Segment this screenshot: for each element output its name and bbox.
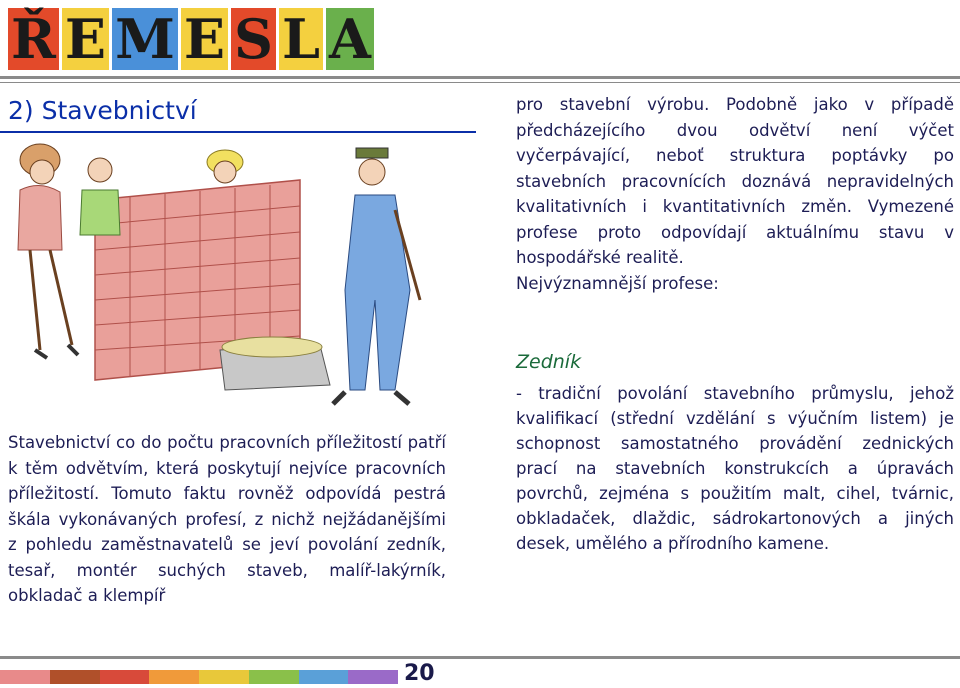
blonde-figure-drawing — [207, 150, 243, 183]
bricklayer-overalls-figure-drawing — [333, 148, 420, 404]
footer-color-segment — [50, 670, 100, 684]
footer-color-segment — [348, 670, 398, 684]
profese-heading: Nejvýznamnější profese: — [516, 273, 719, 293]
intro-paragraph: Stavebnictví co do počtu pracovních příležitostí patří k těm odvětvím, která poskytují nejvíce pracovních příležitostí. Tomuto faktu rovněž odpovídá pestrá škála vykonávaných profesí, z nichž nejžádanějšími z pohledu zaměstnavatelů se jeví povolání zedník, tesař, montér suchých staveb, malíř-lakýrník, obkladač a klempíř — [8, 433, 446, 605]
trade-description: - tradiční povolání stavebního průmyslu, jehož kvalifikací (střední vzdělání s výučním listem) je schopnost samostatného provádění zednických prací na stavebních konstrukcích a úpravách povrchů, zejména s použitím malt, cihel, tvárnic, obkladaček, dlaždic, sádrokartonových a jiných desek, umělého a přírodního kamene. — [516, 384, 954, 553]
logo-letter: A — [326, 8, 374, 70]
logo-letter: S — [231, 8, 276, 70]
logo-letter: L — [279, 8, 323, 70]
section-title: 2) Stavebnictví — [8, 96, 197, 125]
title-underline — [0, 131, 476, 133]
footer-color-segment — [100, 670, 150, 684]
footer-color-segment — [149, 670, 199, 684]
logo-letter: E — [62, 8, 109, 70]
right-column — [516, 92, 954, 296]
woman-figure-drawing — [18, 144, 78, 358]
bricklayers-cartoon-illustration — [0, 140, 470, 422]
header-banner — [0, 0, 960, 74]
footer-color-bar — [0, 670, 398, 684]
header-divider-thin — [0, 82, 960, 83]
footer-color-segment — [299, 670, 349, 684]
logo-letter: Ř — [8, 8, 59, 70]
footer-color-segment — [249, 670, 299, 684]
footer-color-segment — [0, 670, 50, 684]
logo-letter: M — [112, 8, 178, 70]
logo-letter: E — [181, 8, 228, 70]
remesla-logo — [8, 4, 377, 70]
continuation-paragraph: pro stavební výrobu. Podobně jako v případě předcházejícího dvou odvětví není výčet vyčerpávající, neboť struktura poptávky po stavebních pracovnících doznává nepravidelných kvalitativních i kvantitativních změn. Vymezené profese proto odpovídají aktuálnímu stavu v hospodářské realitě. — [516, 95, 954, 267]
header-divider — [0, 76, 960, 79]
mortar-tub-drawing — [220, 337, 330, 390]
trade-name-zednik: Zedník — [516, 351, 582, 373]
footer-color-segment — [199, 670, 249, 684]
footer-divider — [0, 656, 960, 659]
page-number: 20 — [404, 661, 435, 686]
green-shirt-figure-drawing — [80, 158, 120, 235]
